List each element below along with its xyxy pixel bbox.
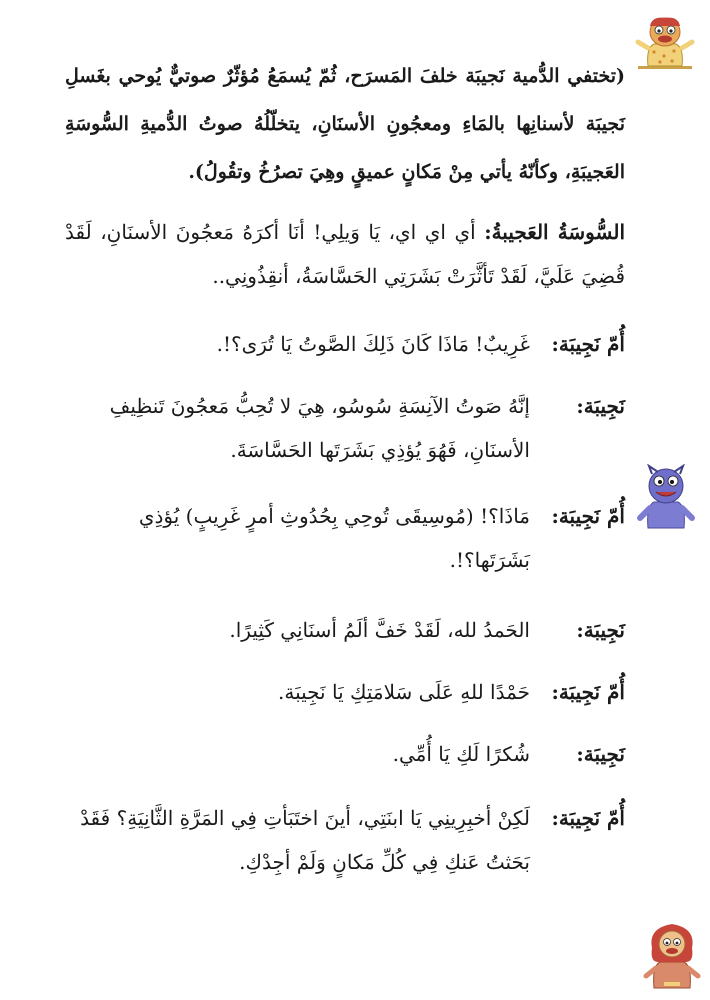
red-hair-puppet-icon <box>640 918 704 990</box>
speech-text: لَكِنْ أخبِرِينِي يَا ابنَتِي، أينَ اختَبَأتِ فِي المَرَّةِ الثَّانِيَةِ؟ فَقَدْ بَحَثتُ عَنكِ فِي كُلِّ مَكانٍ وَلَمْ أجِدْكِ. <box>80 806 530 874</box>
speech-text: مَاذَا؟! (مُوسِيقَى تُوحِي بِحُدُوثِ أمرٍ غَرِيبٍ) يُؤذِي بَشَرَتَها؟!. <box>138 504 530 572</box>
speech-text: أي اي اي، يَا وَيلِي! أنَا أكرَهُ مَعجُونَ الأسنَانِ، لَقَدْ قُضِيَ عَلَيَّ، لَقَدْ تَأثَّرَتْ بَشَرَتِي الحَسَّاسَةُ، أنقِذُونِي.. <box>65 220 625 288</box>
speaker-label: نَجِيبَة: <box>576 394 625 418</box>
dialogue-line <box>65 494 625 582</box>
dialogue-line <box>65 384 625 472</box>
speaker-label: أُمّ نَجِيبَة: <box>551 806 625 830</box>
speaker-label: نَجِيبَة: <box>576 742 625 766</box>
speaker-label: نَجِيبَة: <box>576 618 625 642</box>
dialogue-line <box>65 732 625 776</box>
dialogue-line <box>65 210 625 298</box>
stage-direction: (تختفي الدُّمية نَجيبَة خلفَ المَسرَح، ثُمّ يُسمَعُ مُؤثّرٌ صوتيٌّ يُوحي بغَسلِ نَجيبَة لأسنانِها بالمَاءِ ومعجُونِ الأسنَانِ، يتخلّلُهُ صوتُ الدُّميةِ السُّوسَةِ العَجيبَةِ، وكأنّهُ يأتي مِنْ مَكانٍ عميقٍ وهِيَ تصرُخُ وتقُولُ). <box>65 65 625 183</box>
yellow-puppet-icon <box>630 14 700 84</box>
dialogue-line <box>65 670 625 714</box>
speech-text: إنَّهُ صَوتُ الآنِسَةِ سُوسُو، هِيَ لا تُحِبُّ مَعجُونَ تَنظِيفِ الأسنَانِ، فَهُوَ يُؤذِي بَشَرَتَها الحَسَّاسَةَ. <box>109 394 530 462</box>
speech-text: حَمْدًا للهِ عَلَى سَلامَتِكِ يَا نَجِيبَة. <box>277 680 530 704</box>
speaker-label: أُمّ نَجِيبَة: <box>551 504 625 528</box>
dialogue-line <box>65 796 625 884</box>
speaker-label: السُّوسَةُ العَجيبةُ: <box>484 220 626 244</box>
purple-monster-puppet-icon <box>636 464 696 530</box>
speaker-label: أُمّ نَجِيبَة: <box>551 332 625 356</box>
speech-text: الحَمدُ لله، لَقَدْ خَفَّ ألَمُ أسنَانِي كَثِيرًا. <box>229 618 530 642</box>
speaker-label: أُمّ نَجِيبَة: <box>551 680 625 704</box>
dialogue-line <box>65 608 625 652</box>
speech-text: غَرِيبٌ! مَاذَا كَانَ ذَلِكَ الصَّوتُ يَا تُرَى؟!. <box>216 332 530 356</box>
dialogue-line <box>65 322 625 366</box>
speech-text: شُكرًا لَكِ يَا أُمِّي. <box>392 742 530 766</box>
